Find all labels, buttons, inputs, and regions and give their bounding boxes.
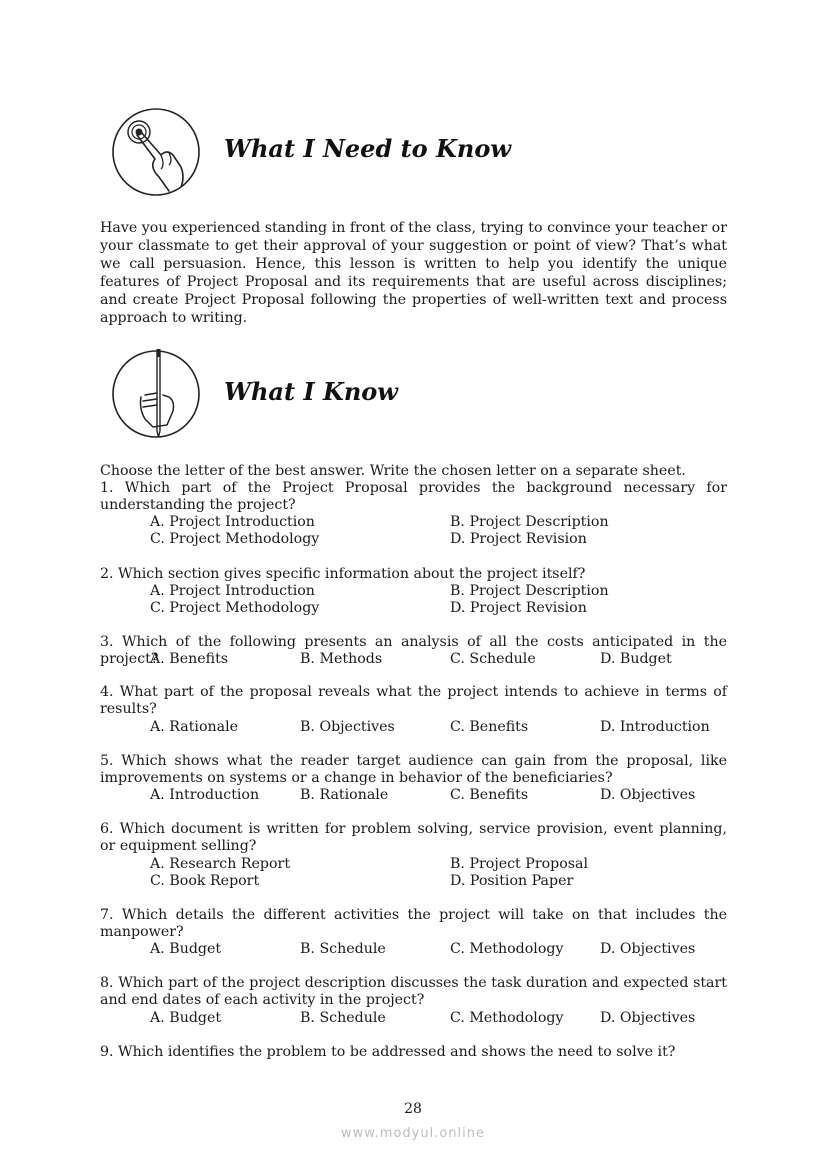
option-c: C. Benefits: [450, 787, 529, 803]
option-b: B. Project Proposal: [450, 856, 589, 872]
option-a: A. Budget: [150, 941, 222, 957]
question-6: 6. Which document is written for problem solving, service provision, event planning, or equipment selling?: [100, 821, 727, 854]
option-a: A. Project Introduction: [150, 583, 315, 599]
option-a: A. Research Report: [150, 856, 291, 872]
question-1: 1. Which part of the Project Proposal provides the background necessary for understanding the project?: [100, 480, 727, 513]
option-a: A. Rationale: [150, 719, 239, 735]
question-9: 9. Which identifies the problem to be addressed and shows the need to solve it?: [100, 1044, 676, 1060]
option-a: A. Budget: [150, 1010, 222, 1026]
option-b: B. Project Description: [450, 583, 609, 599]
option-b: B. Objectives: [300, 719, 395, 735]
option-d: D. Objectives: [600, 1010, 696, 1026]
option-c: C. Schedule: [450, 651, 536, 667]
watermark: www.modyul.online: [340, 1126, 486, 1141]
option-d: D. Project Revision: [450, 600, 587, 616]
option-d: D. Objectives: [600, 941, 696, 957]
intro-paragraph: Have you experienced standing in front of the class, trying to convince your teacher or your classmate to get their approval of your suggestion or point of view? That’s what we call persuasion. Hence, this lesson is written to help you identify the unique features of Project Proposal and its requirements that are useful across disciplines; and create Project Proposal following the properties of well-written text and process approach to writing.: [100, 220, 727, 326]
option-b: B. Rationale: [300, 787, 389, 803]
option-a: A. Project Introduction: [150, 514, 315, 530]
option-d: D. Budget: [600, 651, 672, 667]
option-d: D. Introduction: [600, 719, 710, 735]
instruction-text: Choose the letter of the best answer. Write the chosen letter on a separate sheet.: [100, 463, 686, 479]
option-c: C. Methodology: [450, 1010, 564, 1026]
section-title: What I Need to Know: [224, 134, 512, 163]
question-7: 7. Which details the different activities the project will take on that includes the manpower?: [100, 907, 727, 940]
option-c: C. Benefits: [450, 719, 529, 735]
question-2: 2. Which section gives specific information about the project itself?: [100, 566, 586, 582]
option-c: C. Book Report: [150, 873, 260, 889]
option-c: C. Project Methodology: [150, 531, 320, 547]
option-b: B. Methods: [300, 651, 383, 667]
option-c: C. Project Methodology: [150, 600, 320, 616]
question-8: 8. Which part of the project description discusses the task duration and expected start and end dates of each activity in the project?: [100, 975, 727, 1008]
option-b: B. Schedule: [300, 1010, 386, 1026]
option-c: C. Methodology: [450, 941, 564, 957]
hand-pencil-icon: [111, 349, 201, 439]
touch-hand-icon: [111, 107, 201, 197]
option-d: D. Position Paper: [450, 873, 574, 889]
question-5: 5. Which shows what the reader target audience can gain from the proposal, like improvements on systems or a change in behavior of the beneficiaries?: [100, 753, 727, 786]
option-b: B. Project Description: [450, 514, 609, 530]
option-a: A. Benefits: [150, 651, 229, 667]
question-3: 3. Which of the following presents an analysis of all the costs anticipated in the project?: [100, 634, 727, 667]
option-d: D. Project Revision: [450, 531, 587, 547]
option-a: A. Introduction: [150, 787, 260, 803]
page-number: 28: [404, 1101, 422, 1117]
option-d: D. Objectives: [600, 787, 696, 803]
section-title: What I Know: [224, 377, 398, 406]
question-4: 4. What part of the proposal reveals what the project intends to achieve in terms of results?: [100, 684, 727, 717]
option-b: B. Schedule: [300, 941, 386, 957]
